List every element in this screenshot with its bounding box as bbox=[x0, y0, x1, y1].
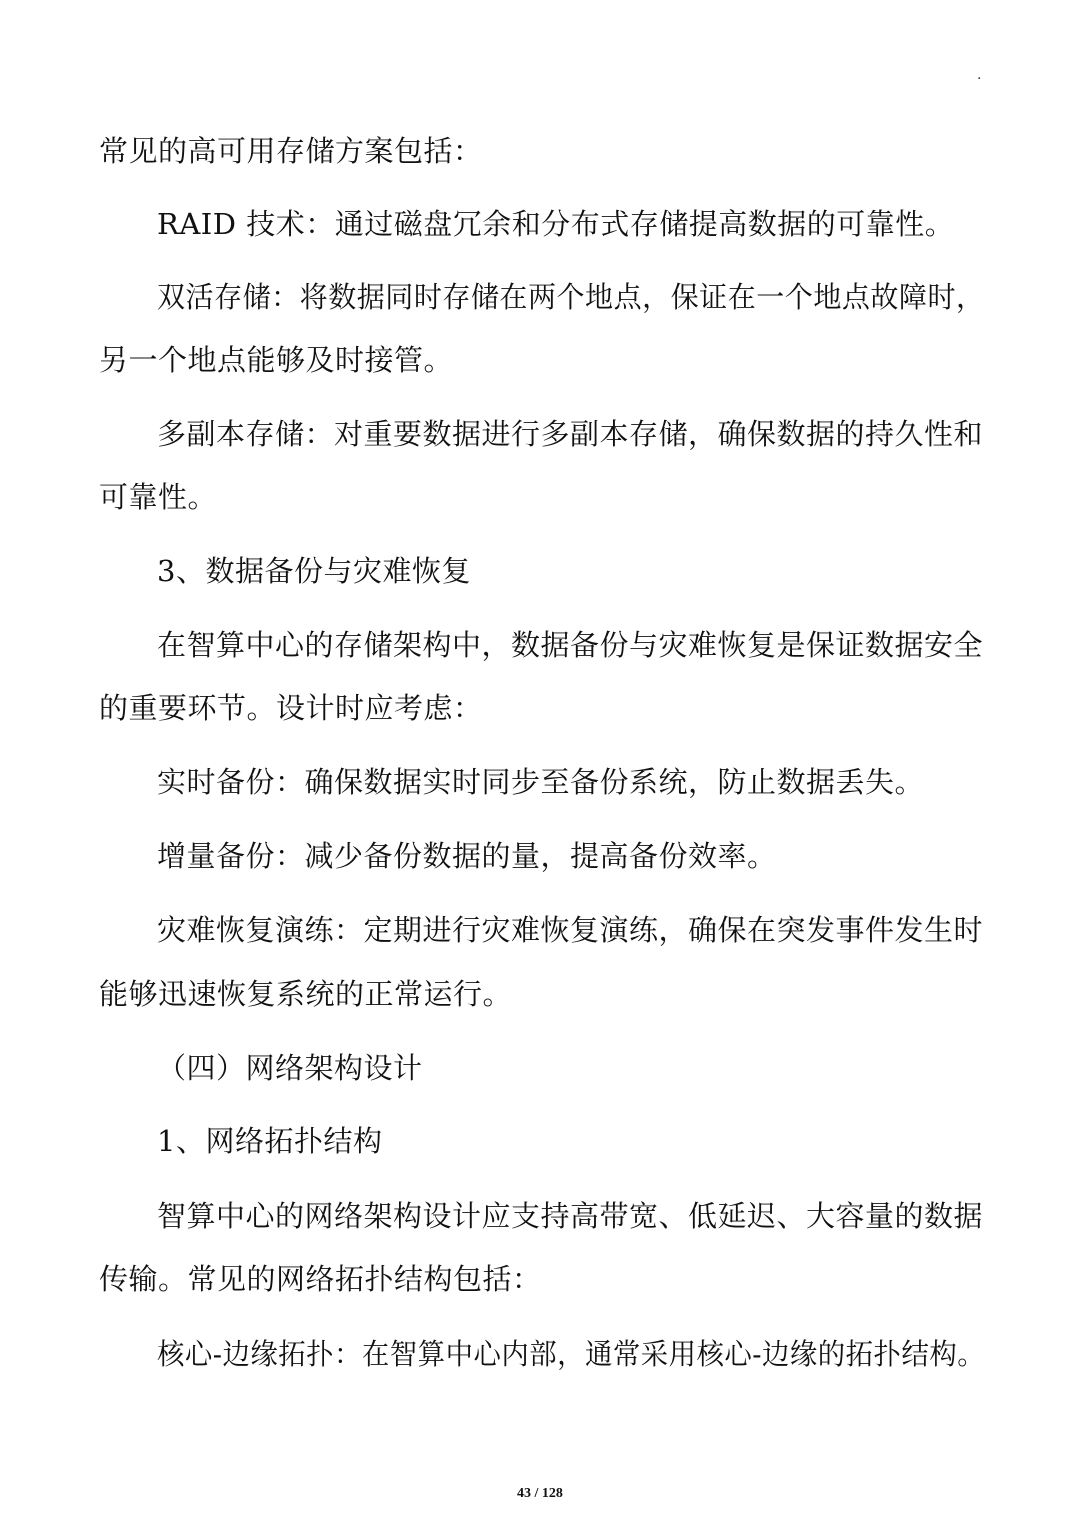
text-line: 常见的高可用存储方案包括： bbox=[99, 134, 483, 168]
text-line: RAID 技术：通过磁盘冗余和分布式存储提高数据的可靠性。 bbox=[157, 207, 955, 241]
section-heading: 1、网络拓扑结构 bbox=[157, 1124, 383, 1158]
text-line: 可靠性。 bbox=[99, 480, 218, 514]
page-number: 43 / 128 bbox=[517, 1486, 563, 1501]
text-line: 传输。常见的网络拓扑结构包括： bbox=[99, 1262, 542, 1296]
text-line: 的重要环节。设计时应考虑： bbox=[99, 691, 483, 725]
text-line: 核心-边缘拓扑：在智算中心内部，通常采用核心-边缘的拓扑结构。 bbox=[157, 1337, 986, 1371]
text-line: 能够迅速恢复系统的正常运行。 bbox=[99, 977, 513, 1011]
text-line: 在智算中心的存储架构中，数据备份与灾难恢复是保证数据安全 bbox=[157, 628, 984, 662]
section-heading: （四）网络架构设计 bbox=[157, 1051, 423, 1085]
text-line: 实时备份：确保数据实时同步至备份系统，防止数据丢失。 bbox=[157, 765, 925, 799]
text-line: 灾难恢复演练：定期进行灾难恢复演练，确保在突发事件发生时 bbox=[157, 913, 984, 947]
text-line: 另一个地点能够及时接管。 bbox=[99, 343, 454, 377]
corner-mark: · bbox=[977, 71, 982, 87]
text-line: 增量备份：减少备份数据的量，提高备份效率。 bbox=[157, 839, 777, 873]
text-line: 多副本存储：对重要数据进行多副本存储，确保数据的持久性和 bbox=[157, 417, 984, 451]
text-line: 双活存储：将数据同时存储在两个地点，保证在一个地点故障时， bbox=[157, 280, 985, 314]
section-heading: 3、数据备份与灾难恢复 bbox=[157, 554, 471, 588]
text-line: 智算中心的网络架构设计应支持高带宽、低延迟、大容量的数据 bbox=[157, 1199, 984, 1233]
